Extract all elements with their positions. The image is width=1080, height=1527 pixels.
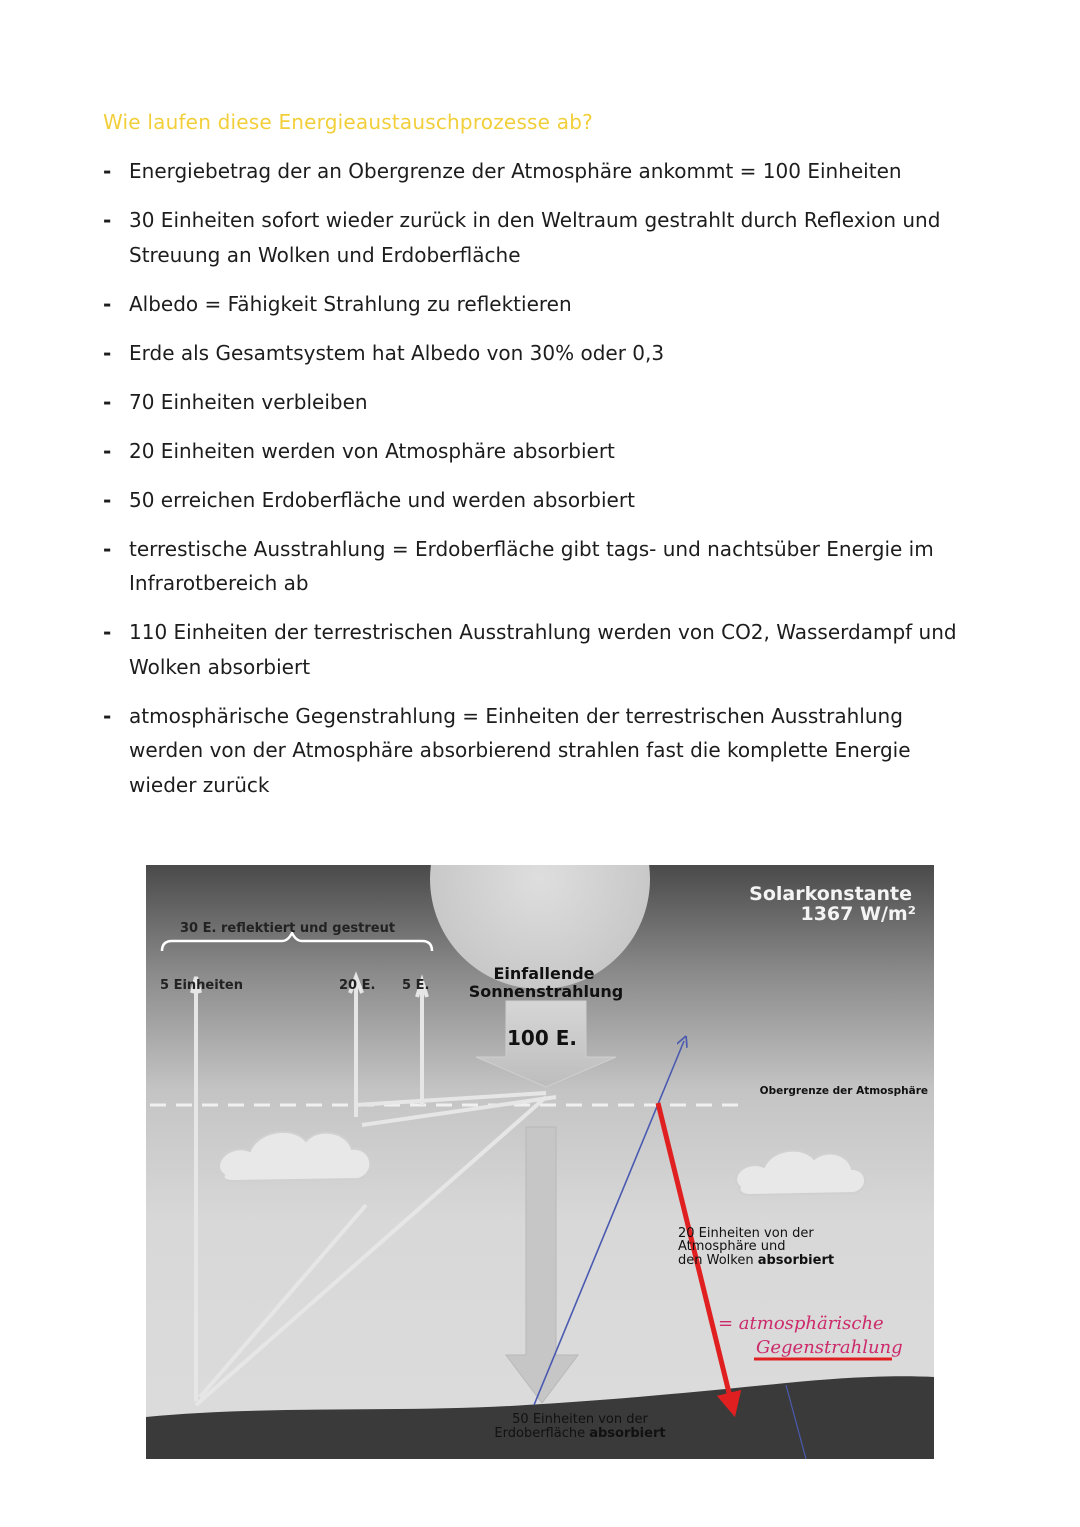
list-item: - Albedo = Fähigkeit Strahlung zu reflektieren (103, 287, 983, 322)
handwritten-note-line2: Gegenstrahlung (756, 1337, 903, 1358)
incoming-label-line2: Sonnenstrahlung (468, 982, 624, 1001)
list-item: - 30 Einheiten sofort wieder zurück in den Weltraum gestrahlt durch Reflexion und Streuung an Wolken und Erdoberfläche (103, 203, 983, 272)
solar-constant-title: Solarkonstante (749, 883, 912, 905)
radiation-budget-diagram (146, 865, 934, 1459)
list-item: - 110 Einheiten der terrestrischen Ausstrahlung werden von CO2, Wasserdampf und Wolken absorbiert (103, 615, 983, 684)
reflected-label: 30 E. reflektiert und gestreut (180, 921, 396, 936)
list-item: - 20 Einheiten werden von Atmosphäre absorbiert (103, 434, 983, 469)
incoming-value: 100 E. (507, 1026, 577, 1050)
list-item: - Energiebetrag der an Obergrenze der Atmosphäre ankommt = 100 Einheiten (103, 154, 983, 189)
atmosphere-limit-label: Obergrenze der Atmosphäre (759, 1085, 928, 1097)
surface-absorbed-line1: 50 Einheiten von der (512, 1412, 648, 1427)
twenty-units-label: 20 E. (339, 978, 376, 993)
absorbed-atm-line2: Atmosphäre und (678, 1239, 786, 1254)
incoming-label-line1: Einfallende (493, 964, 595, 983)
list-item: - atmosphärische Gegenstrahlung = Einheiten der terrestrischen Ausstrahlung werden von der Atmosphäre absorbierend strahlen fast die komplette Energie wieder zurück (103, 699, 983, 803)
list-item: - Erde als Gesamtsystem hat Albedo von 30% oder 0,3 (103, 336, 983, 371)
list-item: - terrestische Ausstrahlung = Erdoberfläche gibt tags- und nachtsüber Energie im Infrarotbereich ab (103, 532, 983, 601)
handwritten-note-line1: = atmosphärische (718, 1313, 884, 1334)
section-heading: Wie laufen diese Energieaustauschprozesse ab? (103, 110, 593, 134)
diagram-svg (146, 865, 934, 1459)
list-item: - 50 erreichen Erdoberfläche und werden absorbiert (103, 483, 983, 518)
absorbed-atm-line3: den Wolken absorbiert (678, 1253, 835, 1268)
bullet-list (103, 154, 983, 817)
list-item: - 70 Einheiten verbleiben (103, 385, 983, 420)
absorbed-atm-line1: 20 Einheiten von der (678, 1226, 814, 1241)
surface-absorbed-line2: Erdoberfläche absorbiert (494, 1426, 666, 1441)
five-units-label: 5 Einheiten (160, 978, 243, 993)
solar-constant-value: 1367 W/m² (800, 903, 916, 925)
five-e-label: 5 E. (402, 978, 430, 993)
